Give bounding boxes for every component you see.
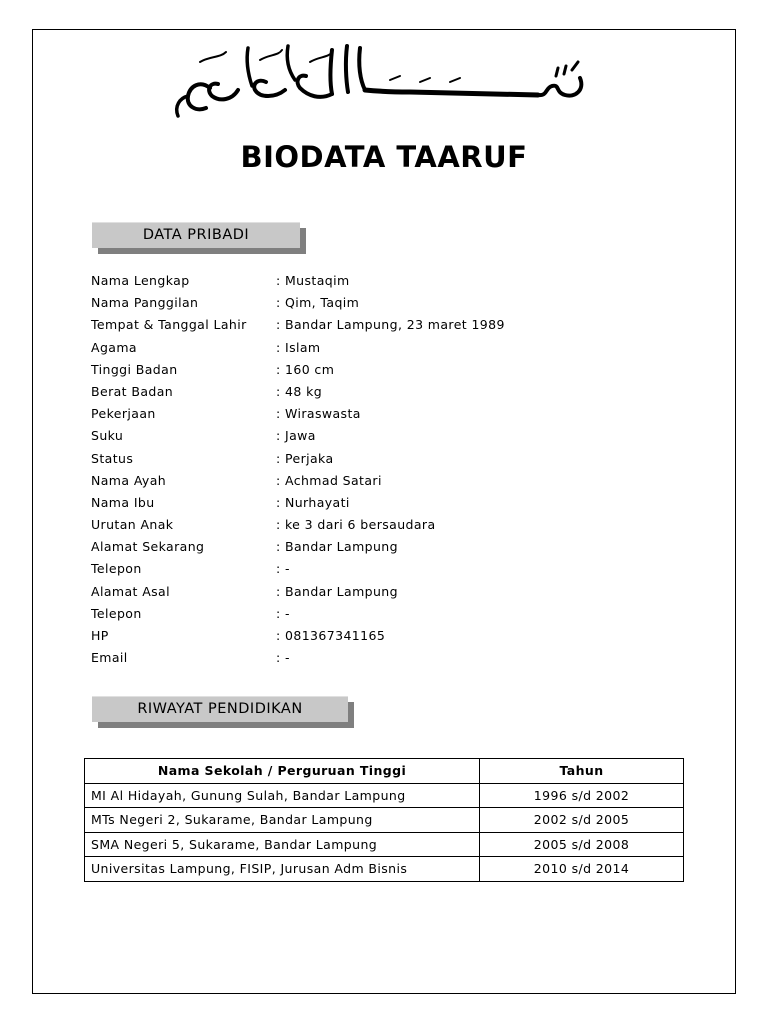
basmala-text: بِسْمِ اللّٰهِ الرَّحْمٰنِ الرَّحِيْمِ [375, 118, 386, 119]
section-tab-education [92, 696, 348, 722]
field-value: : Jawa [276, 428, 316, 444]
field-value: : Bandar Lampung [276, 583, 398, 599]
field-value: : Islam [276, 339, 321, 355]
table-header-row [85, 759, 684, 784]
field-label: Tempat & Tanggal Lahir [91, 317, 247, 333]
column-header-school: Nama Sekolah / Perguruan Tinggi [85, 759, 480, 784]
field-label: Nama Ibu [91, 494, 155, 510]
field-label: Nama Panggilan [91, 295, 199, 311]
column-header-year: Tahun [480, 759, 684, 784]
field-label: Alamat Sekarang [91, 539, 205, 555]
field-value: : 48 kg [276, 383, 323, 399]
field-value: : - [276, 650, 290, 666]
field-value: : Wiraswasta [276, 406, 361, 422]
field-value: : ke 3 dari 6 bersaudara [276, 517, 436, 533]
section-tab-personal [92, 222, 300, 248]
field-label: Pekerjaan [91, 406, 156, 422]
school-cell: SMA Negeri 5, Sukarame, Bandar Lampung [85, 832, 480, 857]
field-label: Suku [91, 428, 124, 444]
field-value: : Bandar Lampung, 23 maret 1989 [276, 317, 505, 333]
table-row [85, 832, 684, 857]
field-value: : 081367341165 [276, 628, 386, 643]
field-label: Telepon [91, 605, 142, 621]
field-label: HP [91, 628, 109, 643]
section-title-personal: DATA PRIBADI [142, 227, 250, 243]
year-cell: 1996 s/d 2002 [480, 783, 684, 808]
field-value: : Qim, Taqim [276, 295, 360, 311]
year-cell: 2002 s/d 2005 [480, 808, 684, 833]
school-cell: Universitas Lampung, FISIP, Jurusan Adm Bisnis [85, 857, 480, 882]
education-table [84, 758, 684, 882]
field-label: Alamat Asal [91, 583, 170, 599]
document-title: BIODATA TAARUF [240, 140, 528, 174]
field-value: : Mustaqim [276, 273, 350, 288]
year-cell: 2010 s/d 2014 [480, 857, 684, 882]
year-cell: 2005 s/d 2008 [480, 832, 684, 857]
basmala-calligraphy [160, 40, 590, 120]
field-label: Agama [91, 339, 137, 355]
school-cell: MTs Negeri 2, Sukarame, Bandar Lampung [85, 808, 480, 833]
field-value: : 160 cm [276, 361, 335, 377]
field-label: Urutan Anak [91, 517, 174, 533]
table-row [85, 783, 684, 808]
field-label: Status [91, 450, 134, 466]
table-row [85, 808, 684, 833]
field-label: Nama Ayah [91, 472, 167, 488]
table-row [85, 857, 684, 882]
field-value: : - [276, 561, 290, 577]
field-value: : - [276, 605, 290, 621]
field-value: : Achmad Satari [276, 472, 382, 488]
field-value: : Perjaka [276, 450, 334, 466]
field-value: : Bandar Lampung [276, 539, 398, 555]
school-cell: MI Al Hidayah, Gunung Sulah, Bandar Lampung [85, 783, 480, 808]
field-label: Email [91, 650, 128, 666]
field-label: Berat Badan [91, 383, 174, 399]
field-value: : Nurhayati [276, 494, 350, 510]
field-label: Nama Lengkap [91, 273, 190, 288]
field-label: Tinggi Badan [91, 361, 178, 377]
section-title-education: RIWAYAT PENDIDIKAN [137, 701, 303, 717]
field-label: Telepon [91, 561, 142, 577]
